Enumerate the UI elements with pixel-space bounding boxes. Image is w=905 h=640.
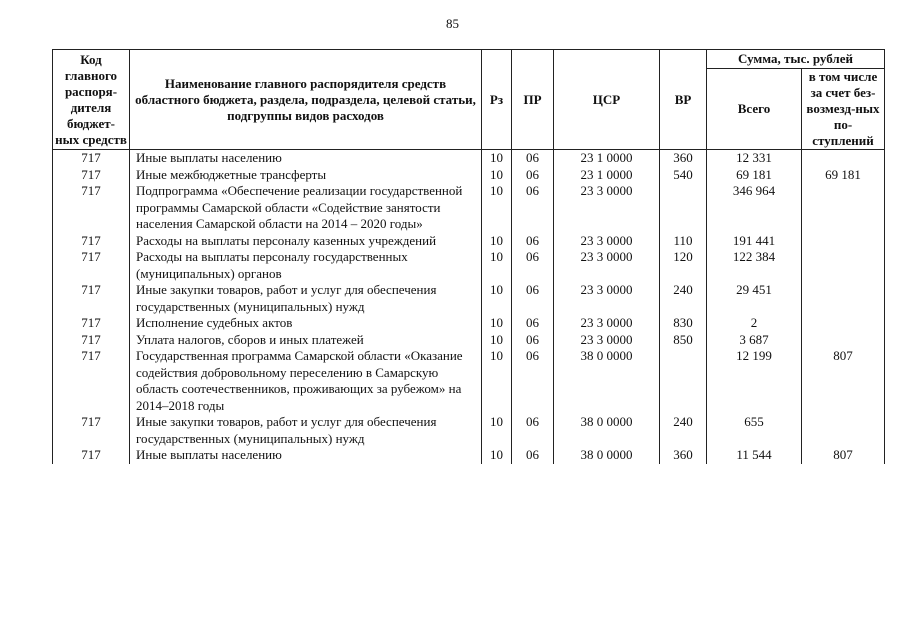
cell-pr: 06 xyxy=(512,315,554,332)
cell-grant xyxy=(802,183,885,233)
cell-name: Расходы на выплаты персоналу государственных (муниципальных) органов xyxy=(130,249,482,282)
table-body xyxy=(53,150,885,464)
cell-total: 655 xyxy=(707,414,802,447)
cell-code: 717 xyxy=(53,233,130,250)
cell-rz: 10 xyxy=(482,183,512,233)
cell-pr: 06 xyxy=(512,233,554,250)
cell-total: 11 544 xyxy=(707,447,802,464)
cell-csr: 23 3 0000 xyxy=(554,233,660,250)
cell-grant xyxy=(802,332,885,349)
table-row xyxy=(53,233,885,250)
budget-table xyxy=(52,49,885,464)
cell-grant xyxy=(802,414,885,447)
cell-name: Иные закупки товаров, работ и услуг для обеспечения государственных (муниципальных) нужд xyxy=(130,414,482,447)
cell-total: 3 687 xyxy=(707,332,802,349)
cell-csr: 23 1 0000 xyxy=(554,167,660,184)
cell-grant: 69 181 xyxy=(802,167,885,184)
cell-pr: 06 xyxy=(512,447,554,464)
table-row xyxy=(53,167,885,184)
cell-grant xyxy=(802,233,885,250)
cell-rz: 10 xyxy=(482,282,512,315)
cell-total: 12 199 xyxy=(707,348,802,414)
header-csr: ЦСР xyxy=(554,50,660,150)
table-row xyxy=(53,332,885,349)
cell-pr: 06 xyxy=(512,249,554,282)
cell-code: 717 xyxy=(53,150,130,167)
cell-vr xyxy=(660,348,707,414)
cell-pr: 06 xyxy=(512,348,554,414)
cell-grant xyxy=(802,249,885,282)
cell-code: 717 xyxy=(53,315,130,332)
cell-name: Уплата налогов, сборов и иных платежей xyxy=(130,332,482,349)
header-vr: ВР xyxy=(660,50,707,150)
cell-rz: 10 xyxy=(482,249,512,282)
cell-total: 122 384 xyxy=(707,249,802,282)
cell-csr: 38 0 0000 xyxy=(554,447,660,464)
cell-pr: 06 xyxy=(512,167,554,184)
cell-total: 29 451 xyxy=(707,282,802,315)
cell-rz: 10 xyxy=(482,447,512,464)
cell-grant xyxy=(802,150,885,167)
cell-vr xyxy=(660,183,707,233)
cell-total: 346 964 xyxy=(707,183,802,233)
cell-name: Исполнение судебных актов xyxy=(130,315,482,332)
table-header xyxy=(53,50,885,150)
cell-rz: 10 xyxy=(482,348,512,414)
cell-csr: 38 0 0000 xyxy=(554,348,660,414)
table-row xyxy=(53,348,885,414)
cell-name: Расходы на выплаты персоналу казенных учреждений xyxy=(130,233,482,250)
cell-code: 717 xyxy=(53,332,130,349)
cell-grant: 807 xyxy=(802,348,885,414)
cell-csr: 23 3 0000 xyxy=(554,315,660,332)
header-sum: Сумма, тыс. рублей xyxy=(707,50,885,69)
cell-csr: 23 1 0000 xyxy=(554,150,660,167)
cell-total: 2 xyxy=(707,315,802,332)
cell-csr: 23 3 0000 xyxy=(554,183,660,233)
page-number: 85 xyxy=(446,16,459,31)
cell-code: 717 xyxy=(53,282,130,315)
cell-code: 717 xyxy=(53,447,130,464)
cell-vr: 830 xyxy=(660,315,707,332)
table-row xyxy=(53,315,885,332)
cell-csr: 23 3 0000 xyxy=(554,282,660,315)
cell-rz: 10 xyxy=(482,233,512,250)
header-rz: Рз xyxy=(482,50,512,150)
cell-name: Государственная программа Самарской области «Оказание содействия добровольному переселению в Самарскую область соотечественников, проживающих за рубежом» на 2014–2018 годы xyxy=(130,348,482,414)
cell-grant: 807 xyxy=(802,447,885,464)
cell-code: 717 xyxy=(53,348,130,414)
table-row xyxy=(53,282,885,315)
header-pr: ПР xyxy=(512,50,554,150)
table-row xyxy=(53,447,885,464)
header-code: Код главного распоря-дителя бюджет-ных средств xyxy=(53,50,130,150)
cell-vr: 850 xyxy=(660,332,707,349)
header-name: Наименование главного распорядителя средств областного бюджета, раздела, подраздела, целевой статьи, подгруппы видов расходов xyxy=(130,50,482,150)
cell-vr: 240 xyxy=(660,282,707,315)
cell-rz: 10 xyxy=(482,167,512,184)
header-grant: в том числе за счет без-возмезд-ных по-ступлений xyxy=(802,69,885,150)
cell-name: Иные выплаты населению xyxy=(130,150,482,167)
table-row xyxy=(53,183,885,233)
cell-code: 717 xyxy=(53,183,130,233)
cell-total: 12 331 xyxy=(707,150,802,167)
cell-total: 69 181 xyxy=(707,167,802,184)
cell-code: 717 xyxy=(53,414,130,447)
cell-vr: 360 xyxy=(660,447,707,464)
cell-name: Иные выплаты населению xyxy=(130,447,482,464)
cell-code: 717 xyxy=(53,249,130,282)
table-row xyxy=(53,414,885,447)
cell-name: Иные закупки товаров, работ и услуг для обеспечения государственных (муниципальных) нужд xyxy=(130,282,482,315)
cell-pr: 06 xyxy=(512,282,554,315)
cell-name: Иные межбюджетные трансферты xyxy=(130,167,482,184)
cell-csr: 23 3 0000 xyxy=(554,332,660,349)
cell-vr: 110 xyxy=(660,233,707,250)
table-row xyxy=(53,150,885,167)
cell-vr: 540 xyxy=(660,167,707,184)
cell-rz: 10 xyxy=(482,315,512,332)
cell-csr: 23 3 0000 xyxy=(554,249,660,282)
cell-csr: 38 0 0000 xyxy=(554,414,660,447)
cell-code: 717 xyxy=(53,167,130,184)
cell-vr: 120 xyxy=(660,249,707,282)
cell-rz: 10 xyxy=(482,332,512,349)
cell-pr: 06 xyxy=(512,150,554,167)
cell-rz: 10 xyxy=(482,150,512,167)
cell-vr: 360 xyxy=(660,150,707,167)
cell-pr: 06 xyxy=(512,414,554,447)
cell-grant xyxy=(802,282,885,315)
cell-rz: 10 xyxy=(482,414,512,447)
cell-pr: 06 xyxy=(512,183,554,233)
table-row xyxy=(53,249,885,282)
cell-total: 191 441 xyxy=(707,233,802,250)
header-total: Всего xyxy=(707,69,802,150)
cell-pr: 06 xyxy=(512,332,554,349)
cell-vr: 240 xyxy=(660,414,707,447)
cell-name: Подпрограмма «Обеспечение реализации государственной программы Самарской области «Содействие занятости населения Самарской области на 2014 – 2020 годы» xyxy=(130,183,482,233)
cell-grant xyxy=(802,315,885,332)
